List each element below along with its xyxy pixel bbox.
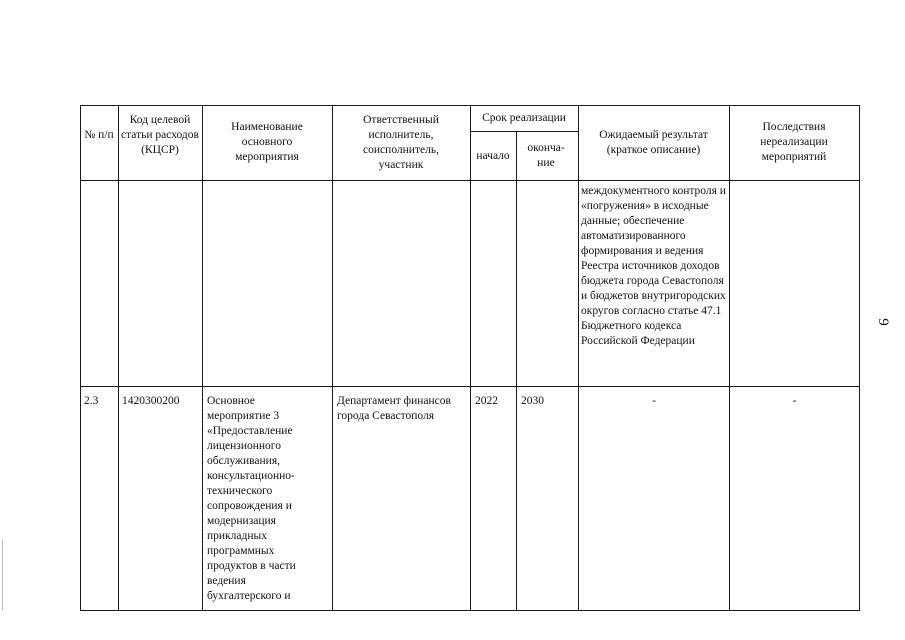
col-border-4 (470, 105, 471, 610)
col-border-2 (202, 105, 203, 610)
page-number: 9 (875, 318, 891, 326)
header-num: № п/п (84, 129, 114, 141)
scan-edge-mark (2, 540, 3, 610)
header-result: Ожидаемый результат (краткое описание) (599, 129, 708, 156)
table-bottom-border (80, 610, 860, 611)
header-code: Код целевой статьи расходов (КЦСР) (121, 114, 199, 156)
header-name: Наименование основного мероприятия (231, 121, 303, 163)
col-border-1 (118, 105, 119, 610)
term-subheader-line (470, 131, 578, 132)
table-row-2-responsible: Департамент финансов города Севастополя (337, 395, 451, 422)
col-border-7 (729, 105, 730, 610)
col-border-3 (332, 105, 333, 610)
table-row-1-result: междокументного контроля и «погружения» в исходные данные; обеспечение автоматизированного формирования и ведения Реестра источников доходов бюджета города Севастополя и бюджетов внутригородских округов согласно статье 47.1 Бюджетного кодекса Российской Федерации (581, 185, 726, 347)
header-term-end: оконча-ние (527, 142, 565, 169)
header-term-start: начало (476, 150, 510, 162)
col-border-8 (859, 105, 860, 611)
header-responsible: Ответственный исполнитель, соисполнитель, участник (363, 114, 439, 171)
table-row-2-result: - (652, 395, 656, 407)
table-row-2-end: 2030 (521, 395, 544, 407)
col-border-0 (80, 105, 81, 610)
table-row-2-consequences: - (792, 395, 797, 407)
table-row-2-code: 1420300200 (122, 395, 180, 407)
table-row-2-name: Основное мероприятие 3 «Предоставление лицензионного обслуживания, консультационно-технического сопровождения и модернизация прикладных программных продуктов в части ведения бухгалтерского и (207, 395, 296, 602)
table-row-2-start: 2022 (475, 395, 498, 407)
col-border-5 (516, 131, 517, 610)
col-border-6 (578, 105, 579, 610)
header-consequences: Последствия нереализации мероприятий (760, 121, 828, 163)
table-row-2-num: 2.3 (84, 395, 99, 407)
header-term-group: Срок реализации (482, 112, 566, 124)
